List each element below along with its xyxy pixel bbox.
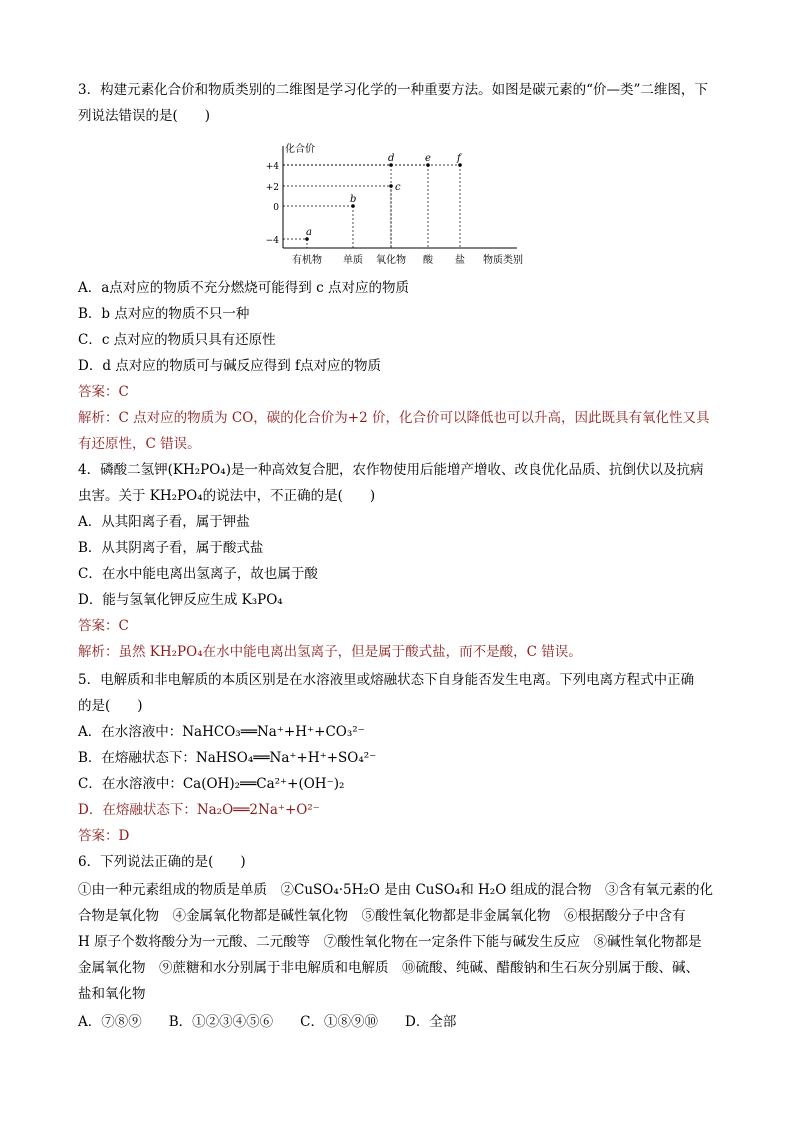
q3-answer: 答案：C xyxy=(78,384,129,400)
point-label-e: e xyxy=(425,153,431,164)
q4-stem-line1: 4．磷酸二氢钾(KH₂PO₄)是一种高效复合肥，农作物使用后能增产增收、改良优化品质、抗倒伏以及抗病 xyxy=(78,462,704,478)
y-tick-label: +4 xyxy=(265,162,279,172)
x-tick-label: 氧化物 xyxy=(376,255,406,266)
q3-option-a: A．a点对应的物质不充分燃烧可能得到 c 点对应的物质 xyxy=(78,280,409,296)
valence-category-chart xyxy=(255,138,545,268)
q3-option-b: B．b 点对应的物质不只一种 xyxy=(78,306,250,322)
q5-option-c: C．在水溶液中：Ca(OH)₂══Ca²⁺+(OH⁻)₂ xyxy=(78,776,345,792)
y-tick-label: 0 xyxy=(273,203,279,213)
point-label-d: d xyxy=(388,153,395,164)
point-label-b: b xyxy=(350,194,357,205)
q6-options: A．⑦⑧⑨ B．①②③④⑤⑥ C．①⑧⑨⑩ D．全部 xyxy=(78,1014,457,1030)
x-axis-label: 物质类别 xyxy=(483,255,523,266)
q6-statements-line1: ①由一种元素组成的物质是单质 ②CuSO₄·5H₂O 是由 CuSO₄和 H₂O 组成的混合物 ③含有氧元素的化 xyxy=(78,882,714,898)
point-label-a: a xyxy=(306,227,312,238)
q4-stem-line2: 虫害。关于 KH₂PO₄的说法中，不正确的是( ) xyxy=(78,488,376,504)
q6-statements-line5: 盐和氧化物 xyxy=(78,986,146,1002)
y-tick-label: −4 xyxy=(265,236,279,246)
q3-analysis-line2: 有还原性，C 错误。 xyxy=(78,436,201,452)
q5-option-a: A．在水溶液中：NaHCO₃══Na⁺+H⁺+CO₃²⁻ xyxy=(78,724,365,740)
q3-option-d: D．d 点对应的物质可与碱反应得到 f点对应的物质 xyxy=(78,358,382,374)
q6-statements-line4: 金属氧化物 ⑨蔗糖和水分别属于非电解质和电解质 ⑩硫酸、纯碱、醋酸钠和生石灰分别属于酸、碱、 xyxy=(78,960,699,976)
q6-stem: 6．下列说法正确的是( ) xyxy=(78,854,246,870)
q4-answer: 答案：C xyxy=(78,618,129,634)
q6-statements-line2: 合物是氧化物 ④金属氧化物都是碱性氧化物 ⑤酸性氧化物都是非金属氧化物 ⑥根据酸分子中含有 xyxy=(78,908,686,924)
q4-option-c: C．在水中能电离出氢离子，故也属于酸 xyxy=(78,566,318,582)
x-tick-label: 盐 xyxy=(455,255,465,266)
point-label-f: f xyxy=(457,153,461,164)
q3-option-c: C．c 点对应的物质只具有还原性 xyxy=(78,332,276,348)
q5-option-d: D．在熔融状态下：Na₂O══2Na⁺+O²⁻ xyxy=(78,802,320,818)
q6-statements-line3: H 原子个数将酸分为一元酸、二元酸等 ⑦酸性氧化物在一定条件下能与碱发生反应 ⑧碱性氧化物都是 xyxy=(78,934,702,950)
q4-analysis: 解析：虽然 KH₂PO₄在水中能电离出氢离子，但是属于酸式盐，而不是酸，C 错误。 xyxy=(78,644,582,660)
y-tick-label: +2 xyxy=(265,183,279,193)
q4-option-b: B．从其阴离子看，属于酸式盐 xyxy=(78,540,264,556)
q4-option-d: D．能与氢氧化钾反应生成 K₃PO₄ xyxy=(78,592,283,608)
point-label-c: c xyxy=(395,182,401,193)
x-tick-label: 酸 xyxy=(423,255,433,266)
q3-stem-line2: 列说法错误的是( ) xyxy=(78,108,211,124)
q4-option-a: A．从其阳离子看，属于钾盐 xyxy=(78,514,250,530)
q5-stem-line1: 5．电解质和非电解质的本质区别是在水溶液里或熔融状态下自身能否发生电离。下列电离方程式中正确 xyxy=(78,672,695,688)
q5-stem-line2: 的是( ) xyxy=(78,698,143,714)
x-tick-label: 单质 xyxy=(343,255,363,266)
q3-analysis-line1: 解析：C 点对应的物质为 CO，碳的化合价为+2 价，化合价可以降低也可以升高，因此既具有氧化性又具 xyxy=(78,410,710,426)
q5-answer: 答案：D xyxy=(78,828,130,844)
y-axis-label: 化合价 xyxy=(285,144,315,155)
x-tick-label: 有机物 xyxy=(292,255,322,266)
q3-stem-line1: 3．构建元素化合价和物质类别的二维图是学习化学的一种重要方法。如图是碳元素的“价—类”二维图，下 xyxy=(78,82,708,98)
q5-option-b: B．在熔融状态下：NaHSO₄══Na⁺+H⁺+SO₄²⁻ xyxy=(78,750,377,766)
